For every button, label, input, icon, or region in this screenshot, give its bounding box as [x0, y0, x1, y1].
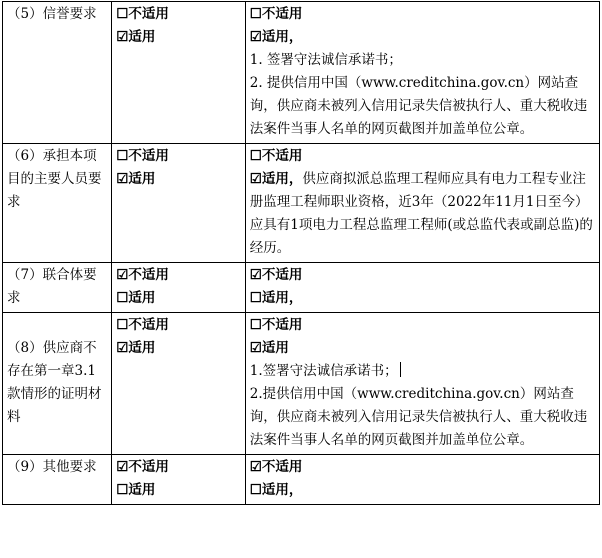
option-applicable[interactable]: ☑适用: [249, 340, 289, 356]
option-not-applicable[interactable]: ☑不适用: [249, 267, 303, 283]
requirements-table: [2, 1, 600, 505]
row-label: （7）联合体要求: [3, 263, 112, 313]
table-row: [3, 263, 600, 313]
option-not-applicable[interactable]: ☐不适用: [116, 148, 169, 164]
option-not-applicable[interactable]: ☑不适用: [249, 459, 303, 475]
row-label: （8）供应商不存在第一章3.1款情形的证明材料: [3, 313, 112, 455]
option-applicable[interactable]: ☐适用: [116, 290, 156, 306]
row-label: （9）其他要求: [3, 455, 112, 505]
table-row: [3, 2, 600, 144]
option-not-applicable[interactable]: ☐不适用: [116, 6, 169, 22]
table-row: [3, 455, 600, 505]
option-not-applicable[interactable]: ☑不适用: [116, 459, 169, 475]
detail-cell: [245, 2, 599, 144]
option-applicable[interactable]: ☑适用: [116, 29, 156, 45]
row-label: （5）信誉要求: [3, 2, 112, 144]
option-not-applicable[interactable]: ☐不适用: [249, 148, 303, 164]
detail-cell: [245, 455, 599, 505]
requirement-item: 2. 提供信用中国（www.creditchina.gov.cn）网站查询，供应商未被列入信用记录失信被执行人、重大税收违法案件当事人名单的网页截图并加盖单位公章。: [249, 75, 588, 137]
option-applicable[interactable]: ☐适用: [116, 482, 156, 498]
option-cell: [112, 144, 245, 263]
table-row: [3, 144, 600, 263]
option-cell: [112, 2, 245, 144]
option-not-applicable[interactable]: ☐不适用: [249, 6, 303, 22]
option-applicable[interactable]: ☐适用，: [249, 290, 303, 306]
detail-cell: [245, 144, 599, 263]
option-applicable[interactable]: ☑适用: [116, 340, 156, 356]
option-applicable[interactable]: ☑适用，: [249, 29, 303, 45]
detail-cell: [245, 313, 599, 455]
row-label: （6）承担本项目的主要人员要求: [3, 144, 112, 263]
text-cursor: [400, 362, 401, 377]
option-applicable[interactable]: ☑适用: [116, 171, 156, 187]
requirement-item: 2.提供信用中国（www.creditchina.gov.cn）网站查询，供应商未被列入信用记录失信被执行人、重大税收违法案件当事人名单的网页截图并加盖单位公章。: [249, 386, 588, 448]
option-cell: [112, 455, 245, 505]
requirement-item: 1. 签署守法诚信承诺书；: [249, 52, 402, 68]
requirement-item: 供应商拟派总监理工程师应具有电力工程专业注册监理工程师职业资格，近3年（2022年11月1日至今）应具有1项电力工程总监理工程师(或总监代表或副总监)的经历。: [249, 171, 593, 256]
option-not-applicable[interactable]: ☐不适用: [116, 317, 169, 333]
option-cell: [112, 263, 245, 313]
table-row: [3, 313, 600, 455]
option-not-applicable[interactable]: ☑不适用: [116, 267, 169, 283]
option-cell: [112, 313, 245, 455]
requirement-item: 1.签署守法诚信承诺书；: [250, 360, 595, 383]
option-applicable[interactable]: ☐适用，: [249, 482, 303, 498]
detail-cell: [245, 263, 599, 313]
option-applicable[interactable]: ☑适用，: [249, 171, 303, 187]
option-not-applicable[interactable]: ☐不适用: [249, 317, 303, 333]
requirement-text: [250, 171, 593, 256]
